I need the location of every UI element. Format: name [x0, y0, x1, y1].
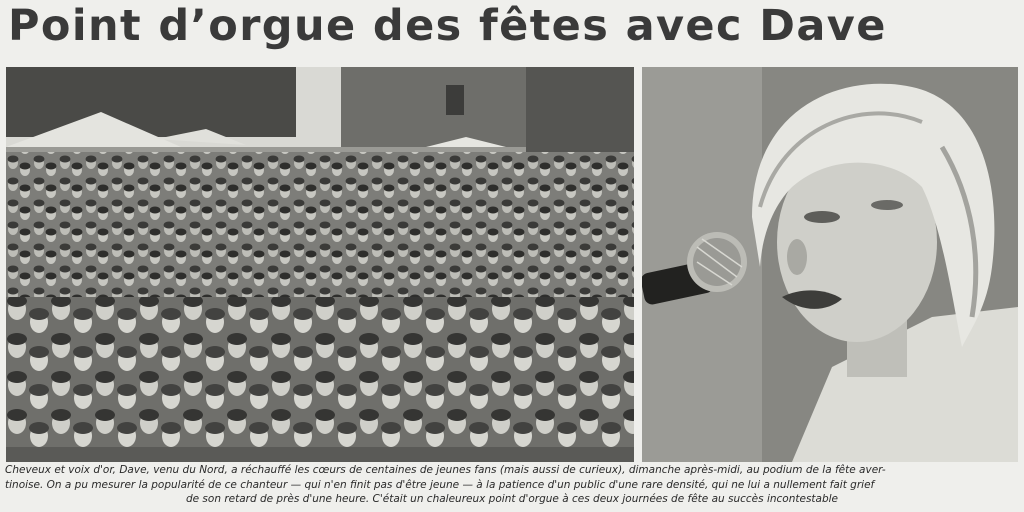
caption-line-1: Cheveux et voix d'or, Dave, venu du Nord, a réchauffé les cœurs de centaines de jeunes fans (mais aussi de curieux), dimanche après-midi, au podium de la fête aver- [5, 464, 886, 476]
crowd-photo [6, 67, 634, 462]
singer-photo [642, 67, 1018, 462]
photo-caption [5, 463, 1019, 511]
singer-photo-image [642, 67, 1018, 462]
caption-line-3: de son retard de près d'une heure. C'était un chaleureux point d'orgue à ces deux journées de fête au succès incontestable [185, 493, 839, 505]
headline: Point d’orgue des fêtes avec Dave [8, 1, 887, 51]
caption-line-2: tinoise. On a pu mesurer la popularité de ce chanteur — qui n'en finit pas d'être jeune — à la patience d'un public d'une rare densité, qui ne lui a nullement fait grief [5, 478, 875, 491]
crowd-photo-image [6, 67, 634, 462]
